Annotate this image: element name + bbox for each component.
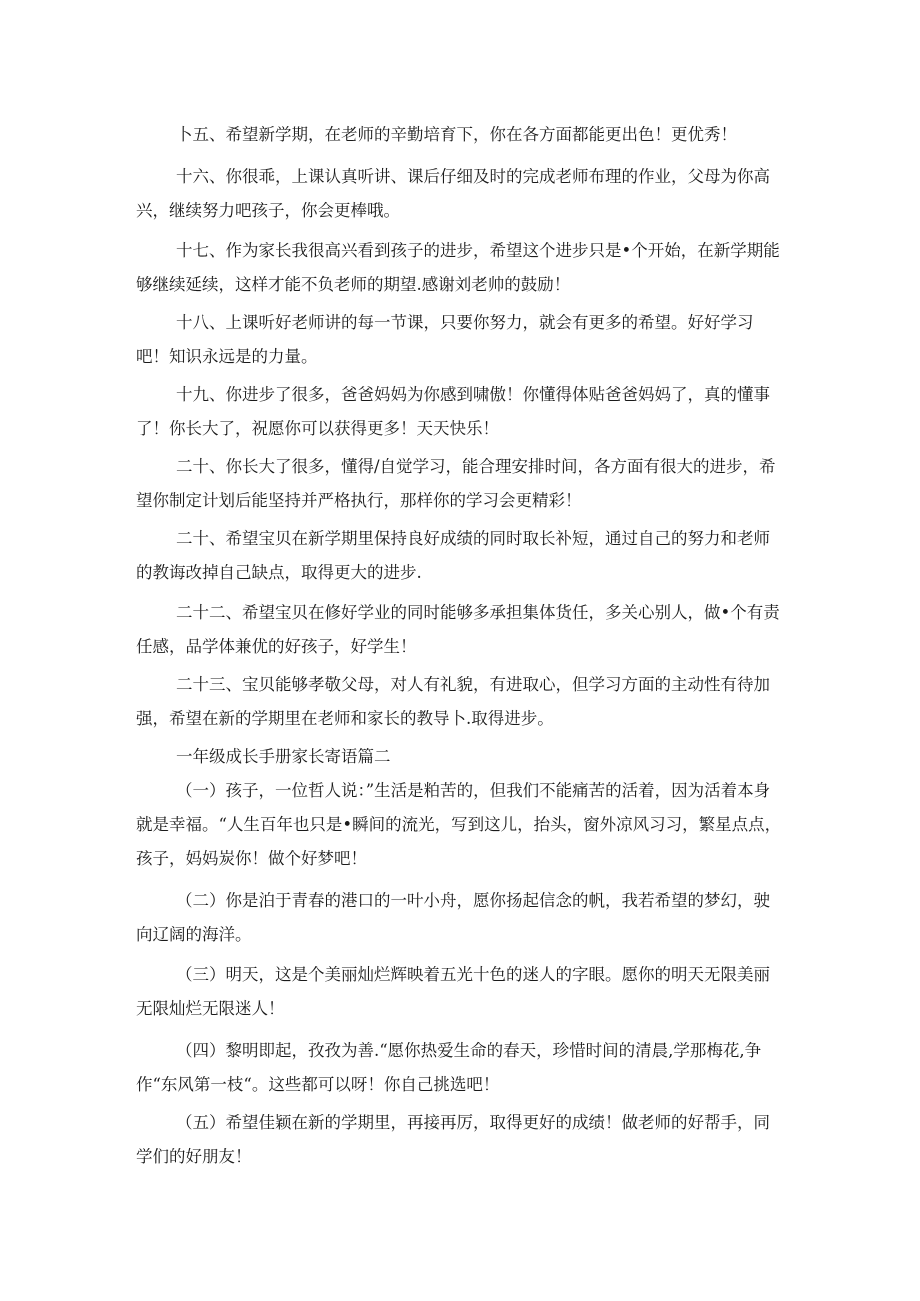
paragraph-18: 十八、上课听好老师讲的每一节课，只要你努力，就会有更多的希望。好好学习吧！知识永远是的力量。 [136,313,754,366]
paragraph-19: 十九、你进步了很多，爸爸妈妈为你感到啸傲！你懂得体贴爸爸妈妈了，真的懂事了！你长大了，祝愿你可以获得更多！天天快乐！ [136,385,770,438]
paragraph-15: 卜五、希望新学期，在老师的辛勤培育下，你在各方面都能更出色！更优秀！ [176,125,737,144]
section-paragraph-3: （三）明天，这是个美丽灿烂辉映着五光十色的迷人的字眼。愿你的明天无限美丽无限灿烂无限迷人！ [136,965,770,1018]
paragraph-23: 二十三、宝贝能够孝敬父母，对人有礼貌，有进取心，但学习方面的主动性有待加强，希望在新的学期里在老师和家长的教导卜.取得进步。 [136,675,770,728]
paragraph-22: 二十二、希望宝贝在修好学业的同时能够多承担集体货任，多关心别人，做•个有责任感，品学体兼优的好孩子，好学生！ [136,603,780,656]
section-paragraph-1: （一）孩子，一位哲人说：”生活是粕苦的，但我们不能痛苦的活着，因为活着本身就是幸福。“人生百年也只是•瞬间的流光，写到这儿，抬头，窗外凉风习习，繁星点点，孩子，妈妈炭你！做个好梦吧！ [136,781,782,868]
section-paragraph-4: （四）黎明即起，孜孜为善.“愿你热爱生命的春天，珍惜时间的清晨,学那梅花,争作“东风第一枝“。这些都可以呀！你自己挑选吧！ [136,1041,762,1094]
section-paragraph-5: （五）希望佳颖在新的学期里，再接再厉，取得更好的成绩！做老师的好帮手，同学们的好朋友！ [136,1113,770,1166]
paragraph-20: 二十、你长大了很多，懂得/自觉学习，能合理安排时间，各方面有很大的进步，希望你制定计划后能坚持并严格执行，那样你的学习会更精彩！ [136,457,776,510]
section-heading: 一年级成长手册家长寄语篇二 [176,747,391,766]
paragraph-17: 十七、作为家长我很高兴看到孩子的进步，希望这个进步只是•个开始，在新学期能够继续延续，这样才能不负老师的期望.感谢刘老帅的鼓励！ [136,241,780,294]
section-paragraph-2: （二）你是泊于青春的港口的一叶小舟，愿你扬起信念的帆，我若希望的梦幻，驶向辽阔的海洋。 [136,891,770,944]
paragraph-21: 二十、希望宝贝在新学期里保持良好成绩的同时取长补短，通过自己的努力和老师的教诲改掉自己缺点，取得更大的进步. [136,529,770,582]
paragraph-16: 十六、你很乖，上课认真听讲、课后仔细及时的完成老师布理的作业，父母为你高兴，继续努力吧孩子，你会更棒哦。 [136,167,770,220]
